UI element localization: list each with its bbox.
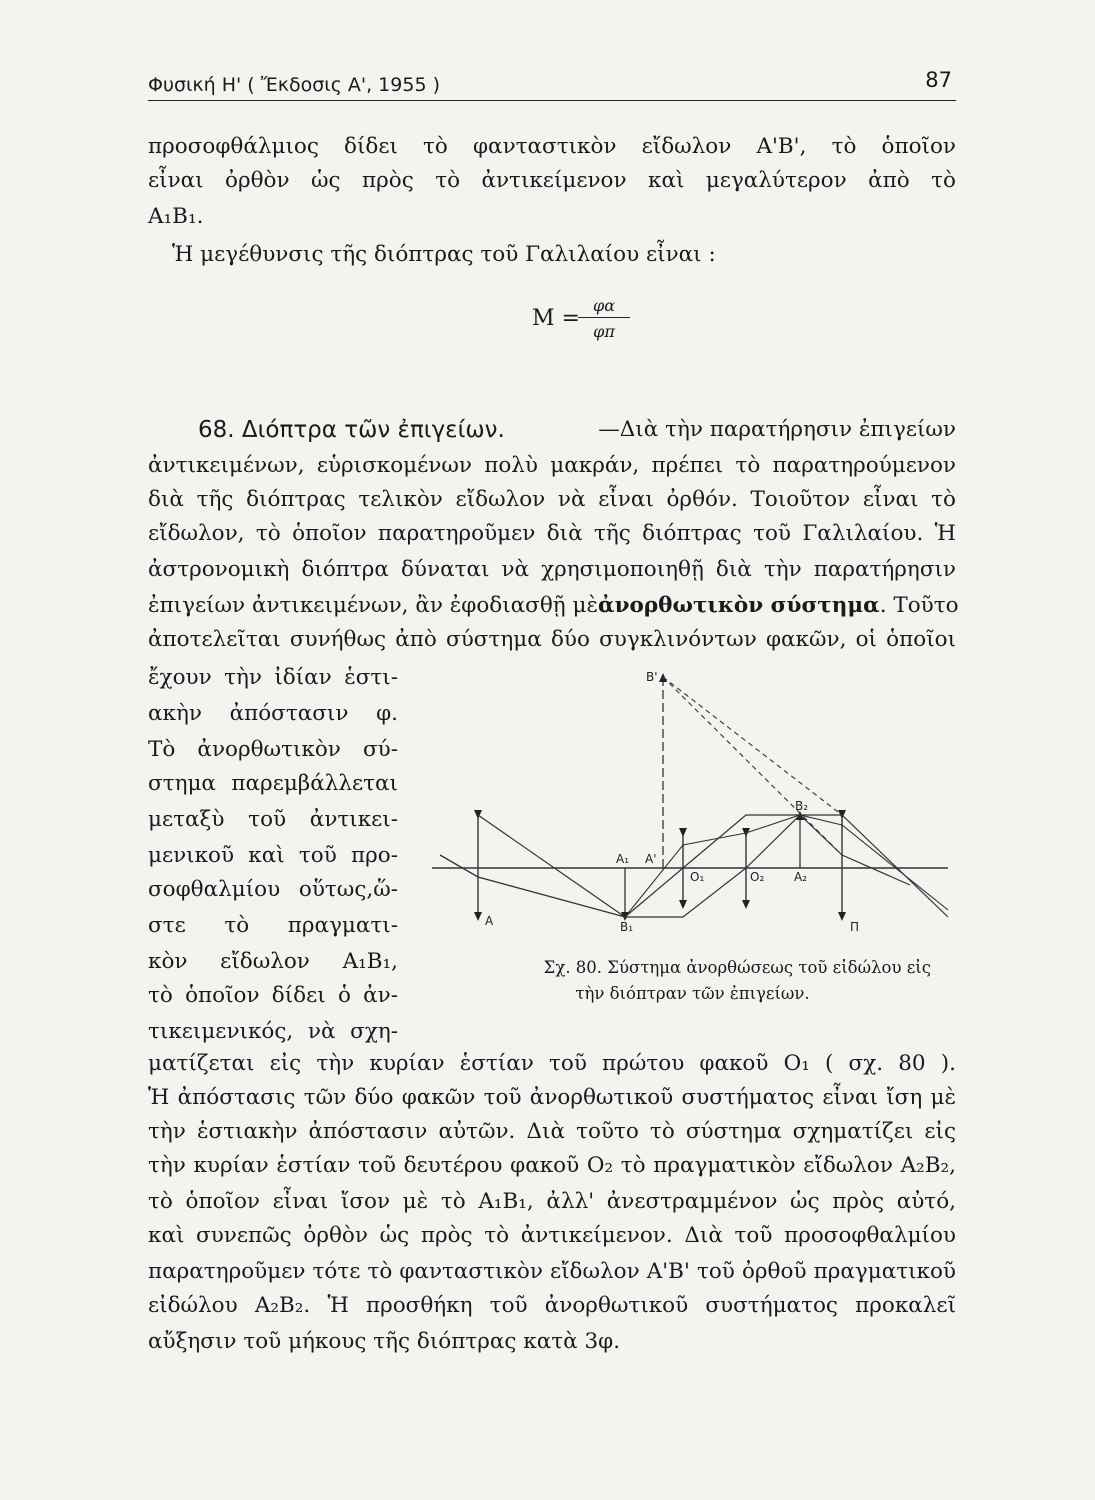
text-line: —Διὰ τὴν παρατήρησιν ἐπιγείων [598, 417, 956, 442]
text-line: Ἡ μεγέθυνσις τῆς διόπτρας τοῦ Γαλιλαίου εἶναι : [172, 242, 716, 267]
text-line: εἰδώλου Α₂Β₂. Ἡ προσθήκη τοῦ ἀνορθωτικοῦ συστήματος προκαλεῖ [148, 1293, 956, 1318]
text-segment: ἐπιγείων ἀντικειμένων, ἂν ἐφοδιασθῇ μὲ [148, 593, 599, 618]
text-line: κὸν εἴδωλον Α₁Β₁, [148, 949, 398, 974]
figure-caption [440, 955, 945, 1007]
label-a-prime: A' [645, 852, 657, 866]
light-ray [625, 815, 948, 917]
text-line: μενικοῦ καὶ τοῦ προ- [148, 843, 398, 868]
formula-fraction [578, 296, 630, 341]
virtual-ray [663, 677, 842, 855]
caption-line: τὴν διόπτραν τῶν ἐπιγείων. [575, 984, 810, 1003]
bold-term: ἀνορθωτικὸν σύστημα [598, 593, 880, 618]
text-segment: . Τοῦτο [879, 593, 959, 618]
text-line: Τὸ ἀνορθωτικὸν σύ- [148, 737, 398, 762]
text-line: προσοφθάλμιος δίδει τὸ φανταστικὸν εἴδωλον Α'Β', τὸ ὁποῖον [148, 134, 956, 159]
text-line: στε τὸ πραγματι- [148, 913, 398, 938]
text-line: ἀστρονομικὴ διόπτρα δύναται νὰ χρησιμοποιηθῇ διὰ τὴν παρατήρησιν [148, 557, 956, 582]
text-line: τὸ ὁποῖον δίδει ὁ ἀν- [148, 983, 398, 1008]
label-b1: B₁ [620, 920, 634, 934]
page-header [148, 68, 956, 101]
text-line: Α₁Β₁. [148, 204, 204, 229]
running-head: Φυσική Η' ( Ἔκδοσις Α', 1955 ) [148, 74, 440, 96]
text-line: τικειμενικός, νὰ σχη- [148, 1019, 398, 1044]
text-line: εἶναι ὀρθὸν ὡς πρὸς τὸ ἀντικείμενον καὶ μεγαλύτερον ἀπὸ τὸ [148, 168, 956, 193]
text-line [148, 590, 959, 622]
label-pi: Π [850, 920, 860, 934]
label-b2: B₂ [795, 799, 809, 813]
formula-lhs: M = [532, 306, 580, 331]
figure-80-diagram [430, 655, 960, 950]
text-line: αὔξησιν τοῦ μήκους τῆς διόπτρας κατὰ 3φ. [148, 1329, 621, 1354]
text-line: τὴν ἑστιακὴν ἀπόστασιν αὐτῶν. Διὰ τοῦτο τὸ σύστημα σχηματίζει εἰς [148, 1119, 956, 1144]
text-line: μεταξὺ τοῦ ἀντικει- [148, 807, 398, 832]
section-heading-line [198, 414, 956, 446]
text-line: τὴν κυρίαν ἑστίαν τοῦ δευτέρου φακοῦ Ο₂ τὸ πραγματικὸν εἴδωλον Α₂Β₂, [148, 1153, 956, 1178]
virtual-ray [663, 677, 842, 815]
label-a2: A₂ [794, 870, 808, 884]
formula-numerator: φα [578, 296, 630, 318]
text-line: τὸ ὁποῖον εἶναι ἴσον μὲ τὸ Α₁Β₁, ἀλλ' ἀνεστραμμένον ὡς πρὸς αὐτό, [148, 1189, 956, 1214]
label-a1: A₁ [616, 852, 630, 866]
section-title: 68. Διόπτρα τῶν ἐπιγείων. [198, 417, 505, 443]
text-line: ἀντικειμένων, εὑρισκομένων πολὺ μακράν, πρέπει τὸ παρατηρούμενον [148, 453, 956, 478]
text-line: ἀποτελεῖται συνήθως ἀπὸ σύστημα δύο συγκλινόντων φακῶν, οἱ ὁποῖοι [148, 627, 956, 652]
formula-denominator: φπ [593, 322, 615, 341]
text-line: ματίζεται εἰς τὴν κυρίαν ἑστίαν τοῦ πρώτου φακοῦ Ο₁ ( σχ. 80 ). [148, 1051, 956, 1076]
text-line: παρατηροῦμεν τότε τὸ φανταστικὸν εἴδωλον Α'Β' τοῦ ὀρθοῦ πραγματικοῦ [148, 1259, 956, 1284]
light-ray [478, 815, 948, 917]
light-ray [625, 815, 910, 917]
text-line: καὶ συνεπῶς ὀρθὸν ὡς πρὸς τὸ ἀντικείμενον. Διὰ τοῦ προσοφθαλμίου [148, 1223, 956, 1248]
label-o2: O₂ [750, 870, 765, 884]
text-line: εἴδωλον, τὸ ὁποῖον παρατηροῦμεν διὰ τῆς διόπτρας τοῦ Γαλιλαίου. Ἡ [148, 521, 956, 546]
text-line: Ἡ ἀπόστασις τῶν δύο φακῶν τοῦ ἀνορθωτικοῦ συστήματος εἶναι ἴση μὲ [148, 1085, 956, 1110]
text-line: ἔχουν τὴν ἰδίαν ἑστι- [148, 665, 398, 690]
text-line: στημα παρεμβάλλεται [148, 771, 398, 796]
light-ray [440, 855, 625, 917]
magnification-formula [532, 306, 580, 331]
label-b-prime: B' [646, 670, 658, 684]
page-number: 87 [925, 68, 952, 92]
text-line: ακὴν ἀπόστασιν φ. [148, 701, 398, 726]
text-line: σοφθαλμίου οὕτως,ὥ- [148, 877, 398, 902]
caption-line: Σχ. 80. Σύστημα ἀνορθώσεως τοῦ εἰδώλου εἰς [543, 958, 931, 977]
label-o1: O₁ [690, 870, 705, 884]
text-line: διὰ τῆς διόπτρας τελικὸν εἴδωλον νὰ εἶναι ὀρθόν. Τοιοῦτον εἶναι τὸ [148, 487, 956, 512]
label-a: A [485, 914, 494, 928]
